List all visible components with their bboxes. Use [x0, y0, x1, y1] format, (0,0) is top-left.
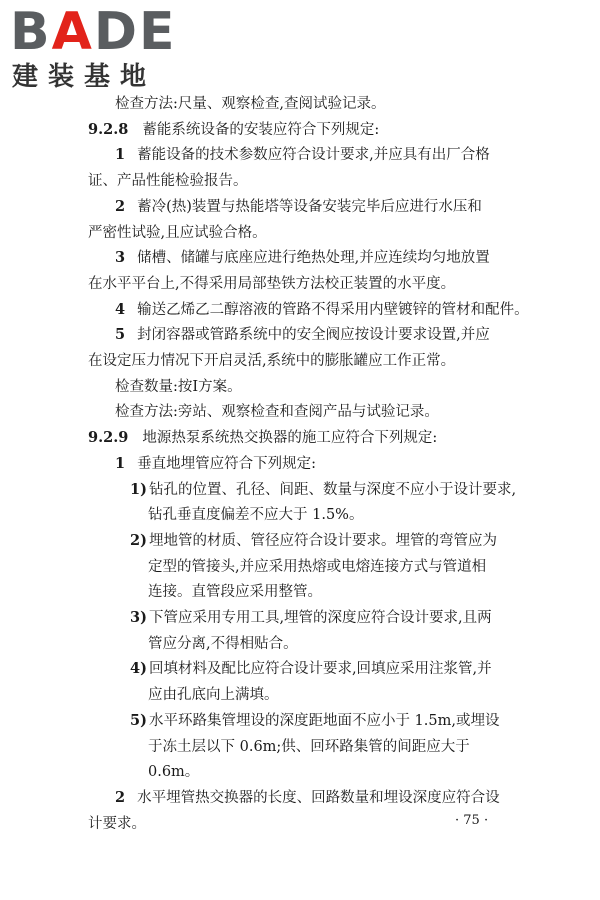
line-text: 管应分离,不得相贴合。 — [148, 635, 298, 652]
text-line — [88, 814, 518, 834]
logo-subtitle: 建装基地 — [12, 62, 157, 92]
line-number: 1 — [115, 454, 126, 472]
item-line — [115, 300, 545, 320]
bade-logo — [10, 4, 177, 92]
subitem-line — [130, 659, 560, 679]
line-number: 3) — [130, 609, 147, 626]
line-number: 3 — [115, 249, 126, 267]
text-line — [148, 737, 578, 757]
line-text: 水平埋管热交换器的长度、回路数量和埋设深度应符合设 — [137, 789, 500, 806]
line-text: 定型的管接头,并应采用热熔或电熔连接方式与管道相 — [148, 558, 487, 575]
line-number: 1 — [115, 146, 126, 164]
item-line — [115, 788, 545, 808]
text-line — [88, 223, 518, 243]
line-text: 封闭容器或管路系统中的安全阀应按设计要求设置,并应 — [137, 327, 490, 344]
item-line — [115, 197, 545, 217]
line-text: 0.6m。 — [148, 764, 200, 781]
subitem-line — [130, 608, 560, 628]
page-number: · 75 · — [455, 813, 489, 828]
item-line — [115, 454, 545, 474]
line-number: 4 — [115, 300, 126, 318]
line-text: 蓄能系统设备的安装应符合下列规定: — [142, 121, 380, 138]
text-line — [148, 685, 578, 705]
text-line — [88, 171, 518, 191]
line-text: 计要求。 — [88, 815, 146, 832]
line-text: 储槽、储罐与底座应进行绝热处理,并应连续均匀地放置 — [137, 250, 490, 267]
text-line — [115, 377, 545, 397]
line-number: 4) — [130, 660, 147, 678]
subitem-line — [130, 480, 560, 500]
line-text: 蓄能设备的技术参数应符合设计要求,并应具有出厂合格 — [137, 147, 490, 164]
text-line — [148, 582, 578, 602]
line-text: 于冻土层以下 0.6m;供、回环路集管的间距应大于 — [148, 738, 470, 755]
line-text: 下管应采用专用工具,埋管的深度应符合设计要求,且两 — [148, 610, 492, 626]
line-text: 证、产品性能检验报告。 — [88, 173, 248, 190]
line-text: 钻孔垂直度偏差不应大于 1.5%。 — [148, 507, 364, 524]
line-text: 地源热泵系统热交换器的施工应符合下列规定: — [142, 430, 438, 447]
line-text: 水平环路集管埋设的深度距地面不应小于 1.5m,或埋设 — [148, 712, 500, 729]
line-text: 检查方法:旁站、观察检查和查阅产品与试验记录。 — [115, 404, 439, 421]
line-number: 2) — [130, 531, 147, 549]
line-number: 9.2.8 — [88, 120, 129, 138]
line-text: 埋地管的材质、管径应符合设计要求。埋管的弯管应为 — [148, 532, 497, 549]
text-line — [88, 274, 518, 294]
text-line — [148, 762, 578, 782]
line-text: 在水平平台上,不得采用局部垫铁方法校正装置的水平度。 — [88, 275, 456, 292]
text-line — [148, 634, 578, 654]
text-line — [88, 351, 518, 371]
line-text: 垂直地埋管应符合下列规定: — [137, 455, 316, 472]
clause-line — [88, 428, 518, 448]
line-text: 回填材料及配比应符合设计要求,回填应采用注浆管,并 — [148, 661, 492, 678]
item-line — [115, 248, 545, 268]
text-line — [148, 557, 578, 577]
line-number: 2 — [115, 197, 126, 215]
line-text: 在设定压力情况下开启灵活,系统中的膨胀罐应工作正常。 — [88, 353, 456, 369]
text-line — [148, 505, 578, 525]
line-text: 蓄冷(热)装置与热能塔等设备安装完毕后应进行水压和 — [137, 198, 482, 215]
clause-line — [88, 120, 518, 140]
line-text: 检查数量:按Ⅰ方案。 — [115, 378, 242, 395]
line-text: 钻孔的位置、孔径、间距、数量与深度不应小于设计要求, — [148, 481, 517, 498]
text-line — [115, 94, 545, 114]
line-text: 应由孔底向上满填。 — [148, 687, 279, 704]
line-number: 5) — [130, 711, 147, 729]
logo-accent-letter: A — [51, 2, 94, 62]
line-text: 严密性试验,且应试验合格。 — [88, 224, 267, 241]
line-text: 输送乙烯乙二醇溶液的管路不得采用内壁镀锌的管材和配件。 — [137, 301, 529, 318]
line-number: 9.2.9 — [88, 429, 129, 447]
item-line — [115, 145, 545, 165]
subitem-line — [130, 531, 560, 551]
logo-wordmark: BADE — [10, 2, 177, 62]
line-number: 2 — [115, 788, 126, 806]
text-line — [115, 402, 545, 422]
line-text: 连接。直管段应采用整管。 — [148, 584, 322, 601]
line-number: 1) — [130, 480, 147, 498]
item-line — [115, 325, 545, 345]
line-text: 检查方法:尺量、观察检查,查阅试验记录。 — [115, 96, 386, 112]
line-number: 5 — [115, 326, 126, 344]
subitem-line — [130, 711, 560, 731]
